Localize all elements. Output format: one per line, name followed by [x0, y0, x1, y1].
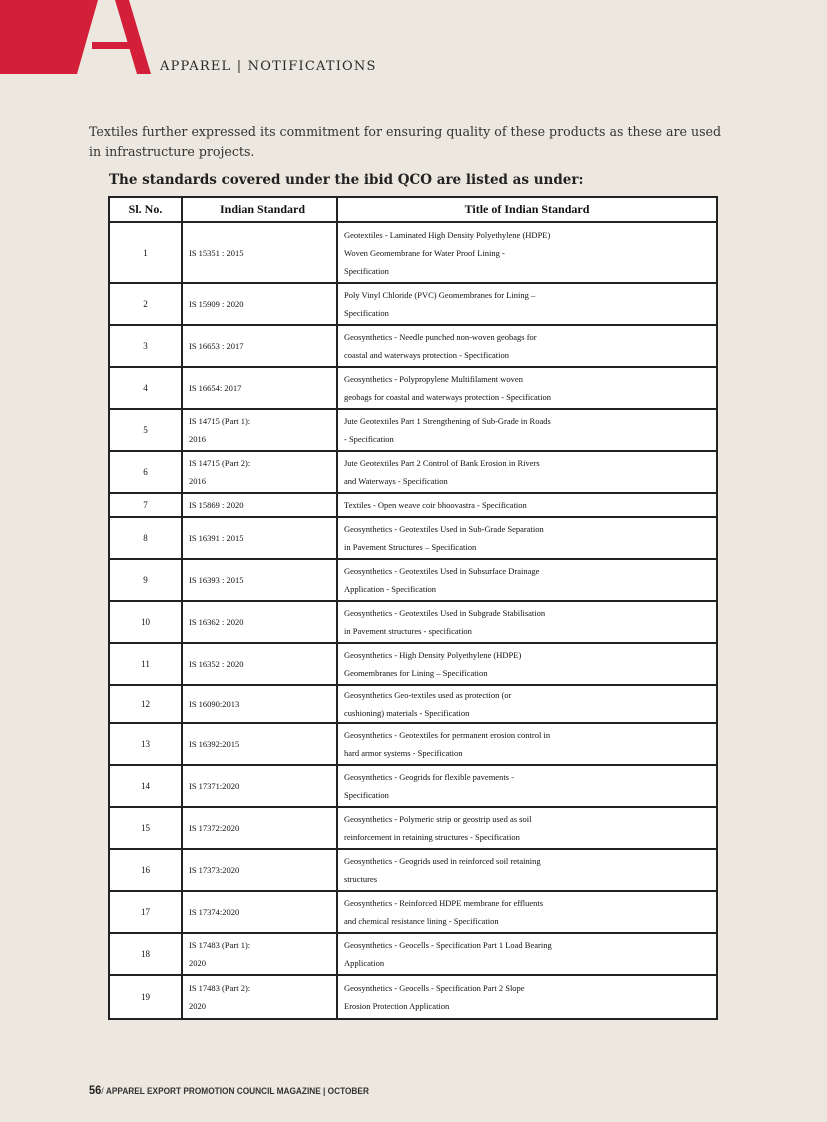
cell-indian-standard-text: IS 17372:2020: [189, 823, 240, 833]
cell-sl-no: [110, 223, 183, 284]
cell-sl-no: [110, 724, 183, 766]
cell-title: [338, 934, 716, 976]
table-row: [110, 326, 716, 368]
table-row: [110, 644, 716, 686]
apparel-logo: [0, 0, 160, 80]
cell-indian-standard: [183, 452, 338, 494]
cell-indian-standard: [183, 808, 338, 850]
cell-sl-no-text: 12: [141, 699, 150, 709]
cell-indian-standard: [183, 602, 338, 644]
cell-sl-no: [110, 644, 183, 686]
table-row: [110, 223, 716, 284]
table-row: [110, 976, 716, 1018]
cell-title-text: Geosynthetics - Geotextiles Used in Subgrade Stabilisation in Pavement structures - specification: [344, 608, 546, 636]
cell-title: [338, 410, 716, 452]
table-row: [110, 934, 716, 976]
cell-title: [338, 808, 716, 850]
cell-indian-standard-text: IS 16090:2013: [189, 699, 240, 709]
cell-sl-no: [110, 850, 183, 892]
cell-indian-standard-text: IS 16392:2015: [189, 739, 240, 749]
cell-title: [338, 724, 716, 766]
cell-title-text: Geosynthetics - Reinforced HDPE membrane for effluents and chemical resistance lining - Specification: [344, 898, 544, 926]
cell-title: [338, 892, 716, 934]
cell-title-text: Geotextiles - Laminated High Density Polyethylene (HDPE) Woven Geomembrane for Water Proof Lining - Specification: [344, 229, 551, 276]
table-row: [110, 518, 716, 560]
footer-separator: /: [101, 1086, 104, 1096]
cell-indian-standard: [183, 326, 338, 368]
cell-sl-no-text: 13: [141, 739, 150, 749]
table-row: [110, 602, 716, 644]
cell-indian-standard-text: IS 16654: 2017: [189, 383, 242, 393]
cell-sl-no: [110, 326, 183, 368]
cell-sl-no: [110, 368, 183, 410]
table-row: [110, 766, 716, 808]
cell-sl-no-text: 17: [141, 907, 150, 917]
cell-indian-standard: [183, 892, 338, 934]
table-row: [110, 452, 716, 494]
cell-indian-standard: [183, 644, 338, 686]
cell-sl-no: [110, 560, 183, 602]
cell-indian-standard-text: IS 16352 : 2020: [189, 659, 244, 669]
cell-indian-standard-text: IS 14715 (Part 2): 2016: [189, 458, 251, 486]
cell-indian-standard-text: IS 17373:2020: [189, 865, 240, 875]
cell-title-text: Geosynthetics - High Density Polyethylene (HDPE) Geomembranes for Lining – Specification: [344, 650, 522, 678]
cell-sl-no: [110, 494, 183, 518]
cell-sl-no-text: 18: [141, 949, 150, 959]
cell-sl-no: [110, 808, 183, 850]
intro-paragraph: Textiles further expressed its commitment for ensuring quality of these products as these are used in infrastructure projects.: [89, 124, 722, 159]
header-title: Title of Indian Standard: [338, 198, 716, 223]
table-row: [110, 494, 716, 518]
cell-title-text: Geosynthetics - Geotextiles Used in Sub-Grade Separation in Pavement Structures – Specification: [344, 524, 544, 552]
cell-indian-standard-text: IS 16391 : 2015: [189, 533, 244, 543]
cell-sl-no-text: 2: [143, 299, 148, 309]
standards-table: [108, 196, 718, 1020]
cell-indian-standard-text: IS 16653 : 2017: [189, 341, 244, 351]
cell-indian-standard-text: IS 16362 : 2020: [189, 617, 244, 627]
cell-indian-standard: [183, 686, 338, 724]
cell-title-text: Poly Vinyl Chloride (PVC) Geomembranes for Lining – Specification: [344, 290, 536, 318]
cell-title-text: Geosynthetics - Polypropylene Multifilament woven geobags for coastal and waterways protection - Specification: [344, 374, 551, 402]
logo-a-right-stroke: [115, 0, 151, 74]
cell-sl-no: [110, 934, 183, 976]
cell-title-text: Geosynthetics - Needle punched non-woven geobags for coastal and waterways protection - Specification: [344, 332, 537, 360]
cell-title: [338, 976, 716, 1018]
cell-sl-no-text: 1: [143, 247, 148, 258]
cell-sl-no-text: 10: [141, 617, 150, 627]
cell-sl-no-text: 9: [143, 575, 148, 585]
cell-sl-no: [110, 452, 183, 494]
cell-title-text: Geosynthetics - Polymeric strip or geostrip used as soil reinforcement in retaining structures - Specification: [344, 814, 532, 842]
cell-sl-no-text: 19: [141, 992, 150, 1002]
cell-indian-standard: [183, 223, 338, 284]
cell-indian-standard-text: IS 17483 (Part 1): 2020: [189, 940, 251, 968]
cell-indian-standard: [183, 284, 338, 326]
cell-sl-no: [110, 686, 183, 724]
page-footer: [89, 1083, 369, 1097]
cell-title-text: Geosynthetics - Geotextiles for permanent erosion control in hard armor systems - Specification: [344, 730, 551, 758]
header-indian-standard: Indian Standard: [183, 198, 338, 223]
page-number: 56: [89, 1083, 102, 1097]
cell-title: [338, 518, 716, 560]
cell-title: [338, 560, 716, 602]
header-sl-no: Sl. No.: [110, 198, 183, 223]
cell-indian-standard-text: IS 17371:2020: [189, 781, 240, 791]
cell-sl-no-text: 8: [143, 533, 148, 543]
cell-indian-standard: [183, 494, 338, 518]
cell-indian-standard: [183, 766, 338, 808]
cell-title: [338, 452, 716, 494]
cell-sl-no-text: 6: [143, 467, 148, 477]
cell-indian-standard-text: IS 17374:2020: [189, 907, 240, 917]
cell-indian-standard-text: IS 15909 : 2020: [189, 299, 244, 309]
cell-title-text: Geosynthetics - Geocells - Specification Part 1 Load Bearing Application: [344, 940, 552, 968]
cell-sl-no: [110, 766, 183, 808]
table-row: [110, 284, 716, 326]
cell-sl-no: [110, 892, 183, 934]
cell-indian-standard: [183, 976, 338, 1018]
cell-title-text: Geosynthetics - Geogrids used in reinforced soil retaining structures: [344, 856, 541, 884]
cell-title-text: Geosynthetics - Geogrids for flexible pavements - Specification: [344, 772, 514, 800]
cell-sl-no: [110, 410, 183, 452]
table-row: [110, 724, 716, 766]
cell-title-text: Textiles - Open weave coir bhoovastra - Specification: [344, 500, 527, 510]
table-row: [110, 850, 716, 892]
table-body: [110, 223, 716, 1018]
cell-sl-no-text: 15: [141, 823, 150, 833]
cell-sl-no-text: 4: [143, 383, 148, 393]
cell-indian-standard: [183, 850, 338, 892]
cell-indian-standard: [183, 368, 338, 410]
cell-indian-standard-text: IS 16393 : 2015: [189, 575, 244, 585]
cell-title-text: Jute Geotextiles Part 1 Strengthening of Sub-Grade in Roads - Specification: [344, 416, 551, 444]
table-row: [110, 560, 716, 602]
cell-indian-standard: [183, 560, 338, 602]
cell-sl-no: [110, 976, 183, 1018]
table-header-row: [110, 198, 716, 223]
cell-title-text: Geosynthetics Geo-textiles used as protection (or cushioning) materials - Specification: [344, 690, 512, 718]
cell-title: [338, 602, 716, 644]
cell-title: [338, 766, 716, 808]
cell-sl-no-text: 3: [143, 341, 148, 351]
section-label: APPAREL | NOTIFICATIONS: [160, 59, 377, 74]
table-row: [110, 686, 716, 724]
cell-indian-standard-text: IS 17483 (Part 2): 2020: [189, 983, 251, 1011]
cell-sl-no-text: 11: [141, 659, 150, 669]
cell-title: [338, 686, 716, 724]
cell-sl-no: [110, 602, 183, 644]
cell-title: [338, 644, 716, 686]
cell-indian-standard-text: IS 14715 (Part 1): 2016: [189, 416, 251, 444]
cell-title: [338, 326, 716, 368]
table-row: [110, 410, 716, 452]
cell-indian-standard: [183, 724, 338, 766]
cell-indian-standard: [183, 518, 338, 560]
table-heading: The standards covered under the ibid QCO are listed as under:: [109, 172, 584, 188]
logo-red-block: [0, 0, 98, 74]
cell-sl-no-text: 14: [141, 781, 150, 791]
cell-title: [338, 850, 716, 892]
cell-title: [338, 368, 716, 410]
cell-sl-no-text: 16: [141, 865, 150, 875]
cell-sl-no-text: 7: [143, 500, 148, 510]
cell-title-text: Geosynthetics - Geotextiles Used in Subsurface Drainage Application - Specification: [344, 566, 540, 594]
cell-sl-no: [110, 518, 183, 560]
table-row: [110, 892, 716, 934]
cell-title-text: Jute Geotextiles Part 2 Control of Bank Erosion in Rivers and Waterways - Specification: [344, 458, 540, 486]
publication-name: APPAREL EXPORT PROMOTION COUNCIL MAGAZINE | OCTOBER: [105, 1086, 369, 1096]
logo-a-crossbar: [92, 42, 131, 49]
cell-indian-standard-text: IS 15351 : 2015: [189, 247, 244, 258]
cell-title-text: Geosynthetics - Geocells - Specification Part 2 Slope Erosion Protection Application: [344, 983, 525, 1011]
cell-indian-standard: [183, 934, 338, 976]
cell-indian-standard-text: IS 15869 : 2020: [189, 500, 244, 510]
table-row: [110, 368, 716, 410]
cell-sl-no: [110, 284, 183, 326]
table-row: [110, 808, 716, 850]
cell-indian-standard: [183, 410, 338, 452]
cell-sl-no-text: 5: [143, 425, 148, 435]
cell-title: [338, 494, 716, 518]
cell-title: [338, 223, 716, 284]
cell-title: [338, 284, 716, 326]
